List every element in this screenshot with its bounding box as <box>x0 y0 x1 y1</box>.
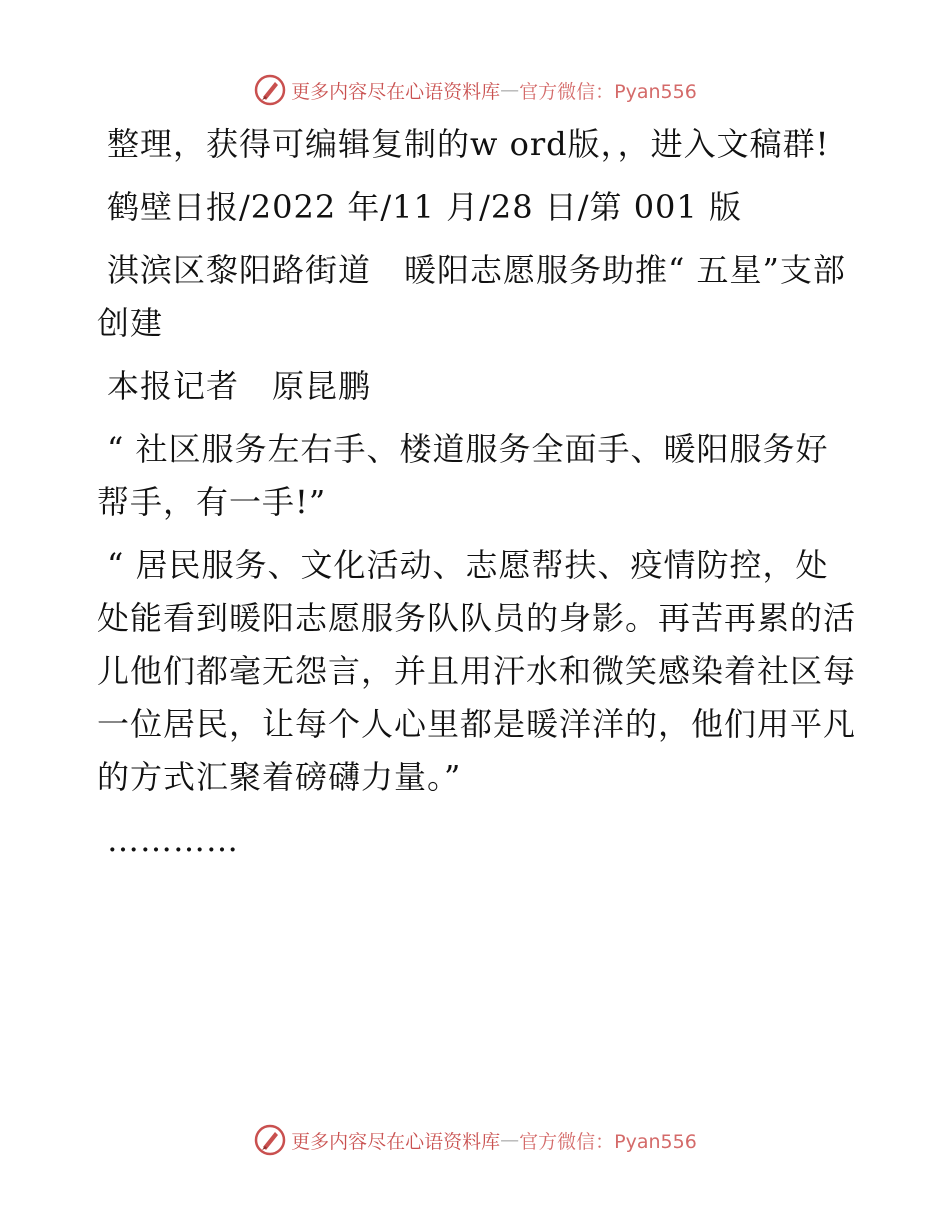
watermark-separator: — <box>500 1129 520 1151</box>
article-byline-text: 本报记者 原昆鹏 <box>107 367 372 405</box>
watermark-wechat: 官方微信：Pyan556 <box>519 1130 697 1153</box>
watermark-text: 更多内容尽在心语资料库 <box>291 80 501 103</box>
paragraph-source <box>97 181 857 234</box>
paragraph-intro <box>97 118 857 171</box>
paragraph-quote-1-text: “ 社区服务左右手、楼道服务全面手、暖阳服务好帮手，有一手!” <box>97 430 829 521</box>
watermark-wechat: 官方微信：Pyan556 <box>519 80 697 103</box>
article-headline-text: 淇滨区黎阳路街道 暖阳志愿服务助推“ 五星”支部创建 <box>97 251 846 342</box>
paragraph-source-text: 鹤壁日报/2022 年/11 月/28 日/第 001 版 <box>107 188 742 226</box>
watermark-text: 更多内容尽在心语资料库 <box>291 1130 501 1153</box>
paragraph-quote-2 <box>97 539 857 804</box>
article-byline <box>97 360 857 413</box>
paragraph-ellipsis <box>97 814 857 867</box>
quill-logo-icon <box>253 73 287 107</box>
quill-logo-icon <box>253 1123 287 1157</box>
paragraph-quote-2-text: “ 居民服务、文化活动、志愿帮扶、疫情防控，处处能看到暖阳志愿服务队队员的身影。再苦再累的活儿他们都毫无怨言，并且用汗水和微笑感染着社区每一位居民，让每个人心里都是暖洋洋的，他们用平凡的方式汇聚着磅礴力量。” <box>97 546 857 796</box>
footer-watermark <box>0 1120 950 1160</box>
document-body <box>97 118 857 877</box>
paragraph-quote-1 <box>97 423 857 529</box>
article-headline <box>97 244 857 350</box>
header-watermark <box>0 70 950 110</box>
paragraph-intro-text: 整理，获得可编辑复制的w ord版，，进入文稿群! <box>107 125 830 163</box>
watermark-separator: — <box>500 79 520 101</box>
paragraph-ellipsis-text: ………… <box>107 821 239 859</box>
